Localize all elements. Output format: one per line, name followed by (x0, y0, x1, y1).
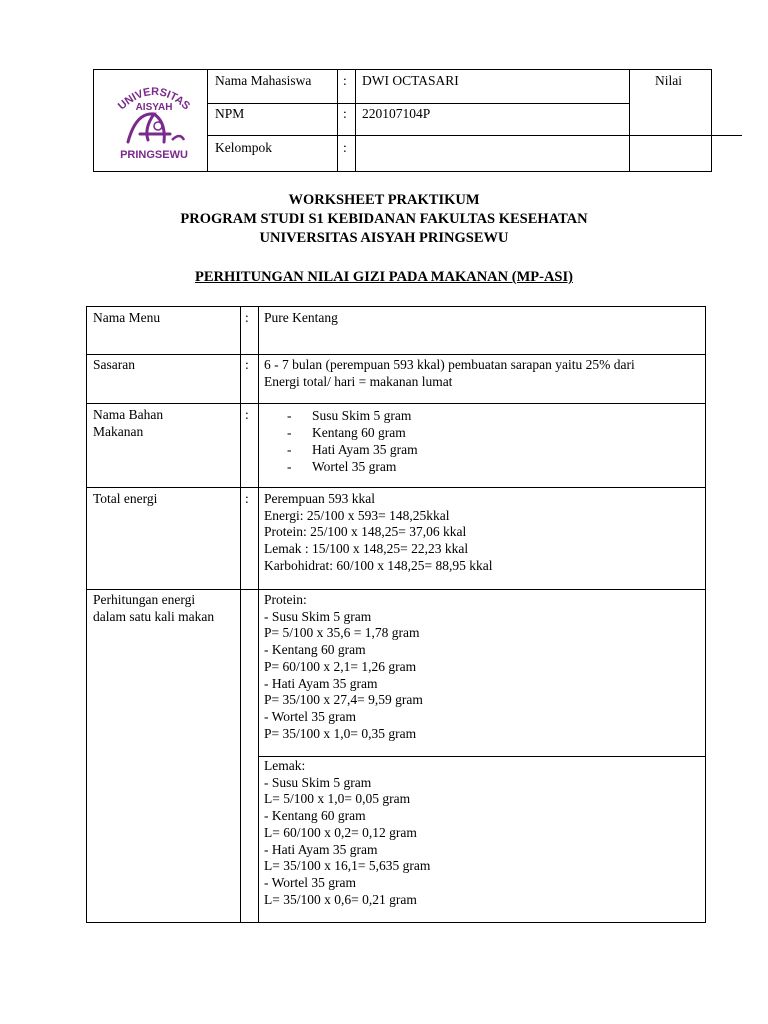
title-line1: WORKSHEET PRAKTIKUM (288, 192, 480, 208)
colon: : (343, 73, 347, 88)
value-npm: 220107104P (362, 106, 431, 121)
value-nama-mahasiswa: DWI OCTASARI (362, 73, 459, 88)
sasaran-line-2: Energi total/ hari = makanan lumat (264, 374, 453, 389)
protein-line: - Hati Ayam 35 gram (264, 675, 378, 691)
label-nama-bahan-1: Nama Bahan (93, 407, 164, 422)
total-energi-line: Protein: 25/100 x 148,25= 37,06 kkal (264, 524, 467, 539)
lemak-block (264, 758, 430, 908)
protein-line: P= 60/100 x 2,1= 1,26 gram (264, 658, 417, 674)
label-kelompok: Kelompok (215, 140, 272, 155)
total-energi-line: Lemak : 15/100 x 148,25= 22,23 kkal (264, 541, 469, 556)
ingredient-list (287, 407, 418, 475)
list-item: - Wortel 35 gram (287, 459, 397, 474)
header-table (93, 69, 712, 172)
title-line3: UNIVERSITAS AISYAH PRINGSEWU (259, 230, 509, 246)
lemak-line: L= 35/100 x 0,6= 0,21 gram (264, 891, 417, 907)
colon: : (245, 310, 249, 325)
label-sasaran: Sasaran (93, 357, 135, 372)
protein-line: P= 35/100 x 1,0= 0,35 gram (264, 725, 417, 741)
label-nilai: Nilai (655, 73, 682, 88)
label-nama-menu: Nama Menu (93, 310, 161, 325)
lemak-line: L= 35/100 x 16,1= 5,635 gram (264, 858, 431, 874)
logo-text-line1: UNIVERSITAS (115, 85, 193, 113)
protein-line: - Susu Skim 5 gram (264, 608, 372, 624)
protein-line: - Kentang 60 gram (264, 642, 366, 658)
lemak-line: - Hati Ayam 35 gram (264, 841, 378, 857)
total-energi-line: Energi: 25/100 x 593= 148,25kkal (264, 507, 450, 523)
university-logo (114, 82, 194, 160)
protein-line: Protein: (264, 592, 307, 607)
label-perhitungan-2: dalam satu kali makan (93, 608, 215, 624)
total-energi-line: Karbohidrat: 60/100 x 148,25= 88,95 kkal (264, 558, 493, 573)
lemak-line: - Susu Skim 5 gram (264, 774, 372, 790)
label-nama-mahasiswa: Nama Mahasiswa (215, 73, 312, 88)
list-item: - Hati Ayam 35 gram (287, 442, 418, 457)
colon: : (343, 140, 347, 155)
nutrition-table (86, 306, 706, 923)
colon: : (245, 491, 249, 506)
list-item: - Susu Skim 5 gram (287, 408, 412, 423)
lemak-line: L= 60/100 x 0,2= 0,12 gram (264, 824, 417, 840)
colon: : (343, 106, 347, 121)
lemak-line: - Wortel 35 gram (264, 874, 357, 890)
lemak-line: L= 5/100 x 1,0= 0,05 gram (264, 791, 411, 807)
title-line2: PROGRAM STUDI S1 KEBIDANAN FAKULTAS KESEHATAN (180, 211, 588, 227)
logo-text-line2: AISYAH (135, 102, 173, 113)
logo-text-line3: PRINGSEWU (120, 149, 188, 160)
subtitle: PERHITUNGAN NILAI GIZI PADA MAKANAN (MP-ASI) (195, 269, 573, 285)
label-npm: NPM (215, 106, 245, 121)
ingredient-text: Hati Ayam 35 gram (312, 442, 418, 457)
label-nama-bahan-2: Makanan (93, 424, 144, 439)
sasaran-line-1: 6 - 7 bulan (perempuan 593 kkal) pembuatan sarapan yaitu 25% dari (264, 357, 635, 372)
ingredient-text: Susu Skim 5 gram (312, 408, 412, 423)
protein-line: P= 5/100 x 35,6 = 1,78 gram (264, 625, 420, 641)
list-item: - Kentang 60 gram (287, 425, 406, 440)
protein-block (264, 592, 423, 742)
ingredient-text: Wortel 35 gram (312, 459, 397, 474)
ingredient-text: Kentang 60 gram (312, 425, 406, 440)
lemak-line: Lemak: (264, 758, 306, 773)
label-total-energi: Total energi (93, 491, 158, 506)
protein-line: P= 35/100 x 27,4= 9,59 gram (264, 692, 423, 708)
lemak-line: - Kentang 60 gram (264, 808, 366, 824)
colon: : (245, 407, 249, 422)
value-nama-menu: Pure Kentang (264, 310, 338, 325)
colon: : (245, 357, 249, 372)
total-energi-line: Perempuan 593 kkal (264, 491, 375, 506)
label-perhitungan-1: Perhitungan energi (93, 592, 196, 607)
protein-line: - Wortel 35 gram (264, 708, 357, 724)
